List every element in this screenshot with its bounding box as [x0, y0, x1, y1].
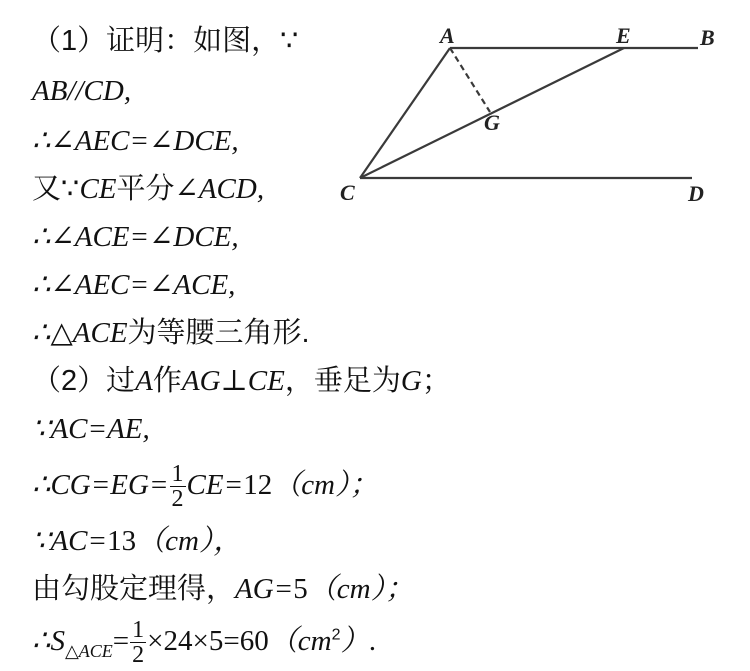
proof-line-1: （1）证明：如图，∵ [32, 25, 299, 57]
segment-ag-dashed [450, 48, 490, 112]
part2-line-6: $\therefore S_{\triangle ACE}=$ $\frac{1}{2}$ $\times 24\times 5=60(cm^2)$. [32, 617, 377, 668]
label-g: G [484, 110, 500, 135]
proof-line-4: 又∵CE平分∠ACD, [32, 173, 265, 205]
part2-line-2: ∵AC=AE, [32, 413, 150, 445]
part2-line-4: ∵AC=13（cm）， [32, 525, 243, 557]
label-e: E [616, 23, 631, 48]
fraction-half: $\frac{1}{2}$ [171, 461, 184, 512]
proof-line-6: ∴∠AEC=∠ACE, [32, 269, 236, 301]
label-c: C [340, 180, 355, 205]
proof-line-3: ∴∠AEC=∠DCE, [32, 125, 239, 157]
label-b: B [700, 25, 715, 50]
part2-line-5: 由勾股定理得，AG=5（cm）； [32, 573, 415, 605]
proof-line-5: ∴∠ACE=∠DCE, [32, 221, 239, 253]
geometry-figure [332, 18, 722, 213]
part2-line-3: ∴CG=EG= $\frac{1}{2}$ CE=12（cm）； [32, 461, 379, 512]
segment-ac [360, 48, 450, 178]
label-a: A [440, 23, 455, 48]
fraction-half: $\frac{1}{2}$ [132, 617, 145, 668]
proof-line-7: ∴△ACE为等腰三角形. [32, 317, 310, 349]
label-d: D [688, 181, 704, 206]
proof-line-2: AB//CD, [32, 75, 132, 107]
part2-line-1: （2）过A作AG⊥CE，垂足为G； [32, 365, 451, 397]
